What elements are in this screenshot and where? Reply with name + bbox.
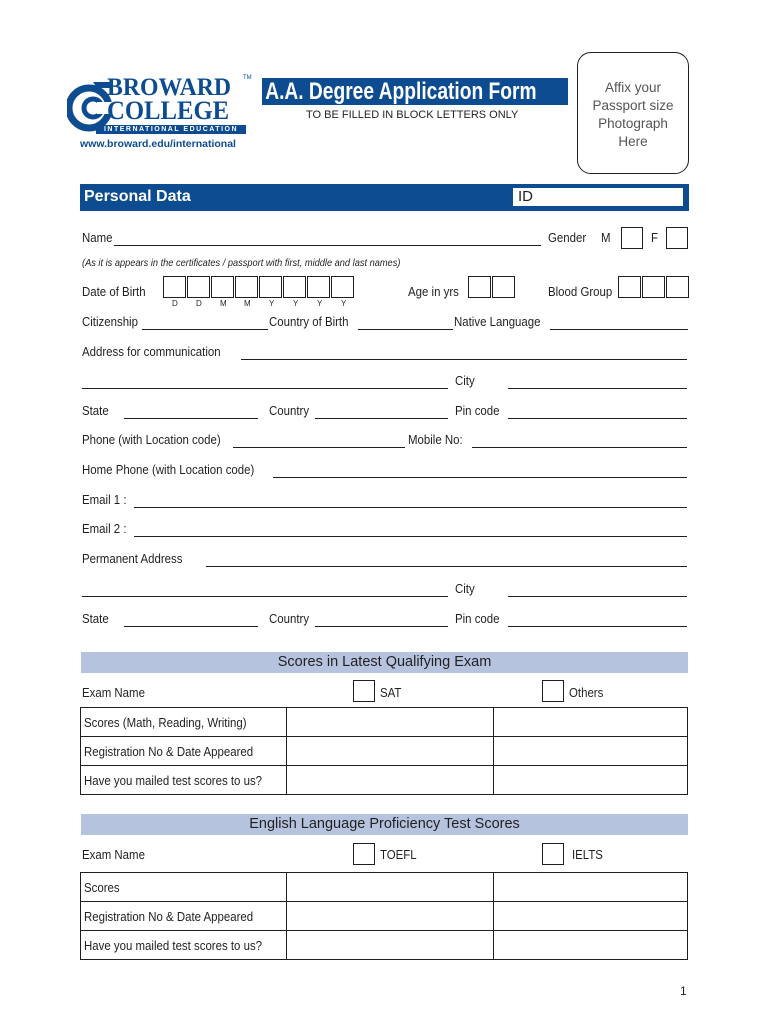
age-box[interactable]	[468, 276, 491, 298]
photo-text-line: Photograph	[598, 116, 668, 131]
gender-female-checkbox[interactable]	[666, 227, 688, 249]
form-title: A.A. Degree Application Form	[265, 78, 537, 105]
logo-college-text: COLLEGE	[107, 96, 230, 125]
others-score-cell[interactable]	[494, 708, 688, 737]
sat-registration-cell[interactable]	[287, 737, 494, 766]
dob-hint: Y	[269, 299, 275, 308]
permanent-city-field[interactable]	[508, 596, 687, 597]
country-of-birth-field[interactable]	[358, 329, 453, 330]
row-label: Have you mailed test scores to us?	[81, 766, 287, 795]
pin-code-label: Pin code	[455, 403, 500, 418]
row-label: Have you mailed test scores to us?	[81, 931, 287, 960]
age-box[interactable]	[492, 276, 515, 298]
permanent-state-label: State	[82, 611, 109, 626]
blood-group-box[interactable]	[642, 276, 665, 298]
citizenship-label: Citizenship	[82, 314, 138, 329]
address-comm-label: Address for communication	[82, 344, 221, 359]
state-label: State	[82, 403, 109, 418]
permanent-address-line2[interactable]	[82, 596, 448, 597]
permanent-city-label: City	[455, 581, 475, 596]
toefl-registration-cell[interactable]	[287, 902, 494, 931]
dob-label: Date of Birth	[82, 284, 146, 299]
phone-label: Phone (with Location code)	[82, 432, 221, 447]
sat-score-cell[interactable]	[287, 708, 494, 737]
dob-hint: Y	[341, 299, 347, 308]
passport-photo-box[interactable]	[577, 52, 689, 174]
permanent-address-field[interactable]	[206, 566, 687, 567]
permanent-country-label: Country	[269, 611, 310, 626]
permanent-pin-code-label: Pin code	[455, 611, 500, 626]
dob-year-box[interactable]	[259, 276, 282, 298]
country-of-birth-label: Country of Birth	[269, 314, 349, 329]
qualifying-exam-header: Scores in Latest Qualifying Exam	[81, 652, 688, 673]
dob-hint: Y	[317, 299, 323, 308]
permanent-pin-code-field[interactable]	[508, 626, 687, 627]
age-label: Age in yrs	[408, 284, 459, 299]
name-field[interactable]	[114, 245, 541, 246]
email2-label: Email 2 :	[82, 521, 127, 536]
dob-hint: M	[244, 299, 251, 308]
gender-male-label: M	[601, 230, 611, 245]
page-number: 1	[680, 984, 687, 998]
citizenship-field[interactable]	[142, 329, 268, 330]
others-mailed-cell[interactable]	[494, 766, 688, 795]
table-row	[81, 902, 688, 931]
table-row	[81, 931, 688, 960]
table-row	[81, 737, 688, 766]
form-title-banner	[262, 78, 568, 105]
table-row	[81, 766, 688, 795]
dob-day-box[interactable]	[163, 276, 186, 298]
table-row	[81, 708, 688, 737]
mobile-field[interactable]	[472, 447, 687, 448]
row-label: Scores	[81, 873, 287, 902]
ielts-score-cell[interactable]	[494, 873, 688, 902]
english-scores-table	[80, 872, 688, 960]
state-field[interactable]	[124, 418, 258, 419]
dob-year-box[interactable]	[331, 276, 354, 298]
ielts-checkbox[interactable]	[542, 843, 564, 865]
gender-label: Gender	[548, 230, 587, 245]
blood-group-label: Blood Group	[548, 284, 613, 299]
toefl-score-cell[interactable]	[287, 873, 494, 902]
native-language-label: Native Language	[454, 314, 541, 329]
country-field[interactable]	[315, 418, 448, 419]
broward-college-logo	[67, 72, 252, 154]
dob-year-box[interactable]	[307, 276, 330, 298]
id-label: ID	[518, 188, 533, 205]
permanent-address-label: Permanent Address	[82, 551, 183, 566]
table-row	[81, 873, 688, 902]
address-comm-line2[interactable]	[82, 388, 448, 389]
dob-month-box[interactable]	[235, 276, 258, 298]
gender-female-label: F	[651, 230, 658, 245]
dob-hint: D	[196, 299, 202, 308]
photo-text-line: Affix your	[604, 80, 662, 95]
english-exam-name-label: Exam Name	[82, 847, 145, 862]
personal-data-title: Personal Data	[84, 188, 191, 205]
name-note: (As it is appears in the certificates / passport with first, middle and last names)	[82, 257, 401, 269]
logo-trademark: TM	[243, 75, 252, 81]
qualifying-scores-table	[80, 707, 688, 795]
city-label: City	[455, 373, 475, 388]
gender-male-checkbox[interactable]	[621, 227, 643, 249]
sat-label: SAT	[380, 685, 402, 700]
sat-mailed-cell[interactable]	[287, 766, 494, 795]
permanent-country-field[interactable]	[315, 626, 448, 627]
city-field[interactable]	[508, 388, 687, 389]
row-label: Scores (Math, Reading, Writing)	[81, 708, 287, 737]
native-language-field[interactable]	[550, 329, 688, 330]
pin-code-field[interactable]	[508, 418, 687, 419]
dob-day-box[interactable]	[187, 276, 210, 298]
toefl-label: TOEFL	[380, 847, 417, 862]
ielts-registration-cell[interactable]	[494, 902, 688, 931]
dob-month-box[interactable]	[211, 276, 234, 298]
blood-group-box[interactable]	[618, 276, 641, 298]
home-phone-field[interactable]	[273, 477, 687, 478]
address-comm-field[interactable]	[241, 359, 687, 360]
logo-broward-text: BROWARD	[107, 74, 232, 101]
photo-text-line: Here	[618, 134, 648, 149]
permanent-state-field[interactable]	[124, 626, 258, 627]
toefl-checkbox[interactable]	[353, 843, 375, 865]
sat-checkbox[interactable]	[353, 680, 375, 702]
email2-field[interactable]	[134, 536, 687, 537]
country-label: Country	[269, 403, 310, 418]
row-label: Registration No & Date Appeared	[81, 902, 287, 931]
dob-hint: M	[220, 299, 227, 308]
dob-hint: Y	[293, 299, 299, 308]
ielts-label: IELTS	[572, 847, 603, 862]
english-proficiency-header: English Language Proficiency Test Scores	[81, 814, 688, 835]
website-link[interactable]: www.broward.edu/international	[80, 138, 236, 150]
mobile-label: Mobile No:	[408, 432, 463, 447]
name-label: Name	[82, 230, 113, 245]
dob-hint: D	[172, 299, 178, 308]
toefl-mailed-cell[interactable]	[287, 931, 494, 960]
others-label: Others	[569, 685, 604, 700]
dob-year-box[interactable]	[283, 276, 306, 298]
qualifying-exam-name-label: Exam Name	[82, 685, 145, 700]
id-field[interactable]	[512, 187, 684, 207]
others-checkbox[interactable]	[542, 680, 564, 702]
others-registration-cell[interactable]	[494, 737, 688, 766]
logo-tagline: INTERNATIONAL EDUCATION	[96, 125, 246, 134]
phone-field[interactable]	[233, 447, 405, 448]
ielts-mailed-cell[interactable]	[494, 931, 688, 960]
row-label: Registration No & Date Appeared	[81, 737, 287, 766]
blood-group-box[interactable]	[666, 276, 689, 298]
home-phone-label: Home Phone (with Location code)	[82, 462, 255, 477]
photo-text-line: Passport size	[592, 98, 674, 113]
email1-field[interactable]	[134, 507, 687, 508]
email1-label: Email 1 :	[82, 492, 127, 507]
form-instruction: TO BE FILLED IN BLOCK LETTERS ONLY	[306, 109, 519, 121]
